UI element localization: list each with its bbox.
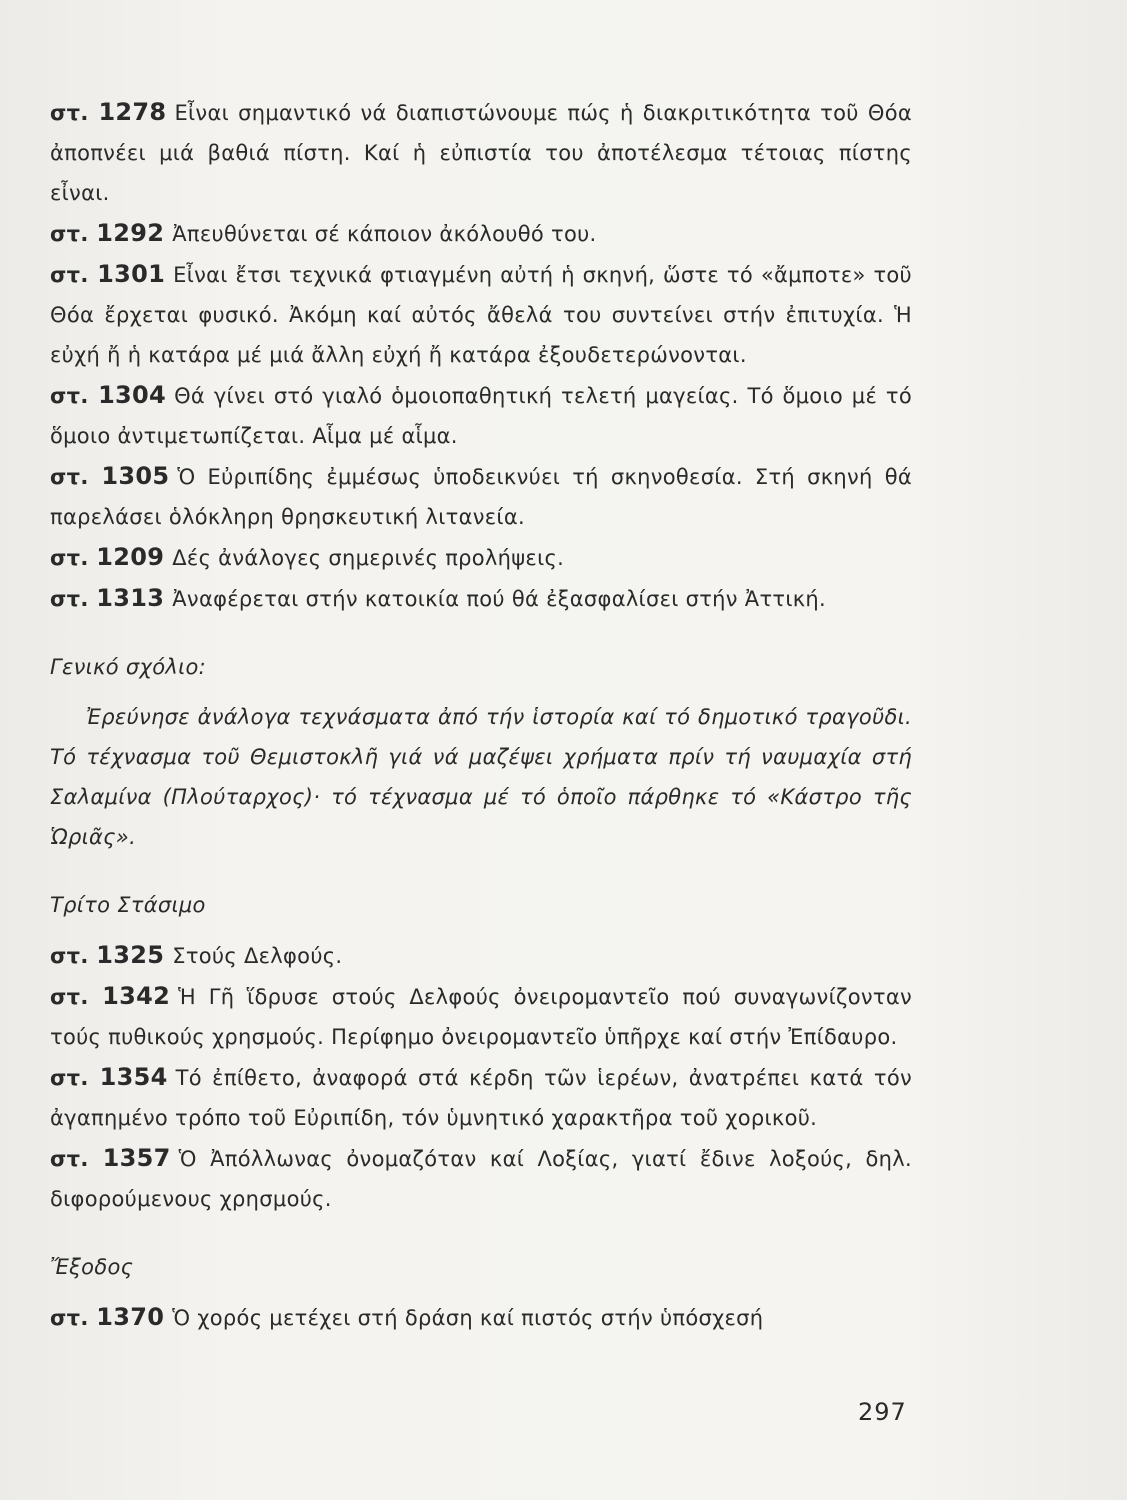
verse-note-text: Δές ἀνάλογες σημερινές προλήψεις. xyxy=(172,546,565,570)
verse-number: 1292 xyxy=(96,219,165,247)
verse-prefix: στ. xyxy=(50,263,89,287)
verse-note-text: Ἡ Γῆ ἵδρυσε στούς Δελφούς ὀνειρομαντεῖο πού συναγωνίζονταν τούς πυθικούς χρησμούς. Περίφημο ὀνειρομαντεῖο ὑπῆρχε καί στήν Ἐπίδαυρο. xyxy=(50,985,912,1049)
verse-note-text: Εἶναι ἔτσι τεχνικά φτιαγμένη αὐτή ἡ σκηνή, ὥστε τό «ἄμποτε» τοῦ Θόα ἔρχεται φυσικό. Ἀκόμη καί αὐτός ἄθελά του συντείνει στήν ἐπιτυχία. Ἡ εὐχή ἤ ἡ κατάρα μέ μιά ἄλλη εὐχή ἤ κατάρα ἐξουδετερώνονται. xyxy=(50,263,912,367)
verse-ref xyxy=(50,584,165,612)
verse-ref xyxy=(50,98,167,126)
verse-number: 1354 xyxy=(99,1063,168,1091)
verse-note-text: Ὁ χορός μετέχει στή δράση καί πιστός στήν ὑπόσχεσή xyxy=(172,1306,764,1330)
verse-note xyxy=(50,92,912,213)
verse-number: 1304 xyxy=(98,381,167,409)
verse-number: 1278 xyxy=(98,98,167,126)
verse-number: 1325 xyxy=(96,941,165,969)
verse-number: 1301 xyxy=(97,260,166,288)
verse-ref xyxy=(50,543,165,571)
verse-note-text: Θά γίνει στό γιαλό ὁμοιοπαθητική τελετή μαγείας. Τό ὅμοιο μέ τό ὅμοιο ἀντιμετωπίζεται. Αἷμα μέ αἷμα. xyxy=(50,384,912,448)
page-text xyxy=(50,92,912,1338)
verse-number: 1357 xyxy=(102,1144,171,1172)
verse-note-text: Ἀναφέρεται στήν κατοικία πού θά ἐξασφαλίσει στήν Ἀττική. xyxy=(172,587,826,611)
verse-number: 1342 xyxy=(102,982,171,1010)
verse-note xyxy=(50,254,912,375)
verse-note xyxy=(50,578,912,619)
verse-prefix: στ. xyxy=(50,985,89,1009)
verse-number: 1370 xyxy=(96,1303,165,1331)
verse-note-text: Ὁ Εὐριπίδης ἐμμέσως ὑποδεικνύει τή σκηνοθεσία. Στή σκηνή θά παρελάσει ὁλόκληρη θρησκευτική λιτανεία. xyxy=(50,465,912,529)
verse-note xyxy=(50,213,912,254)
verse-note xyxy=(50,976,912,1057)
section-heading: Ἔξοδος xyxy=(50,1255,134,1279)
verse-number: 1313 xyxy=(96,584,165,612)
verse-number: 1305 xyxy=(101,462,170,490)
verse-number: 1209 xyxy=(96,543,165,571)
verse-ref xyxy=(50,219,165,247)
verse-prefix: στ. xyxy=(50,101,89,125)
verse-note-text: Εἶναι σημαντικό νά διαπιστώνουμε πώς ἡ διακριτικότητα τοῦ Θόα ἀποπνέει μιά βαθιά πίστη. Καί ἡ εὐπιστία του ἀποτέλεσμα τέτοιας πίστης εἶναι. xyxy=(50,101,912,205)
verse-prefix: στ. xyxy=(50,587,89,611)
verse-note-text: Τό ἐπίθετο, ἀναφορά στά κέρδη τῶν ἱερέων, ἀνατρέπει κατά τόν ἀγαπημένο τρόπο τοῦ Εὐριπίδη, τόν ὑμνητικό χαρακτῆρα τοῦ χορικοῦ. xyxy=(50,1066,912,1130)
verse-note xyxy=(50,1297,912,1338)
verse-note xyxy=(50,537,912,578)
verse-note xyxy=(50,935,912,976)
page-number: 297 xyxy=(858,1398,907,1426)
verse-prefix: στ. xyxy=(50,1066,89,1090)
section-heading: Γενικό σχόλιο: xyxy=(50,655,207,679)
section-heading: Τρίτο Στάσιμο xyxy=(50,893,206,917)
verse-prefix: στ. xyxy=(50,944,89,968)
general-comment: Ἐρεύνησε ἀνάλογα τεχνάσματα ἀπό τήν ἱστορία καί τό δημοτικό τραγοῦδι. Τό τέχνασμα τοῦ Θεμιστοκλῆ γιά νά μαζέψει χρήματα πρίν τή ναυμαχία στή Σαλαμίνα (Πλούταρχος)· τό τέχνασμα μέ τό ὁποῖο πάρθηκε τό «Κάστρο τῆς Ὡριᾶς». xyxy=(50,705,912,849)
verse-note-text: Στούς Δελφούς. xyxy=(172,944,343,968)
verse-note xyxy=(50,375,912,456)
verse-ref xyxy=(50,1063,168,1091)
verse-prefix: στ. xyxy=(50,1306,89,1330)
verse-prefix: στ. xyxy=(50,546,89,570)
verse-prefix: στ. xyxy=(50,465,89,489)
verse-note xyxy=(50,1057,912,1138)
verse-ref xyxy=(50,982,171,1010)
verse-ref xyxy=(50,381,167,409)
verse-note-text: Ὁ Ἀπόλλωνας ὀνομαζόταν καί Λοξίας, γιατί ἔδινε λοξούς, δηλ. διφορούμενους χρησμούς. xyxy=(50,1147,912,1211)
verse-prefix: στ. xyxy=(50,384,89,408)
verse-note-text: Ἀπευθύνεται σέ κάποιον ἀκόλουθό του. xyxy=(172,222,597,246)
verse-prefix: στ. xyxy=(50,222,89,246)
verse-ref xyxy=(50,462,170,490)
verse-ref xyxy=(50,941,165,969)
verse-note xyxy=(50,456,912,537)
verse-note xyxy=(50,1138,912,1219)
verse-ref xyxy=(50,260,166,288)
verse-ref xyxy=(50,1303,165,1331)
verse-ref xyxy=(50,1144,171,1172)
verse-prefix: στ. xyxy=(50,1147,89,1171)
